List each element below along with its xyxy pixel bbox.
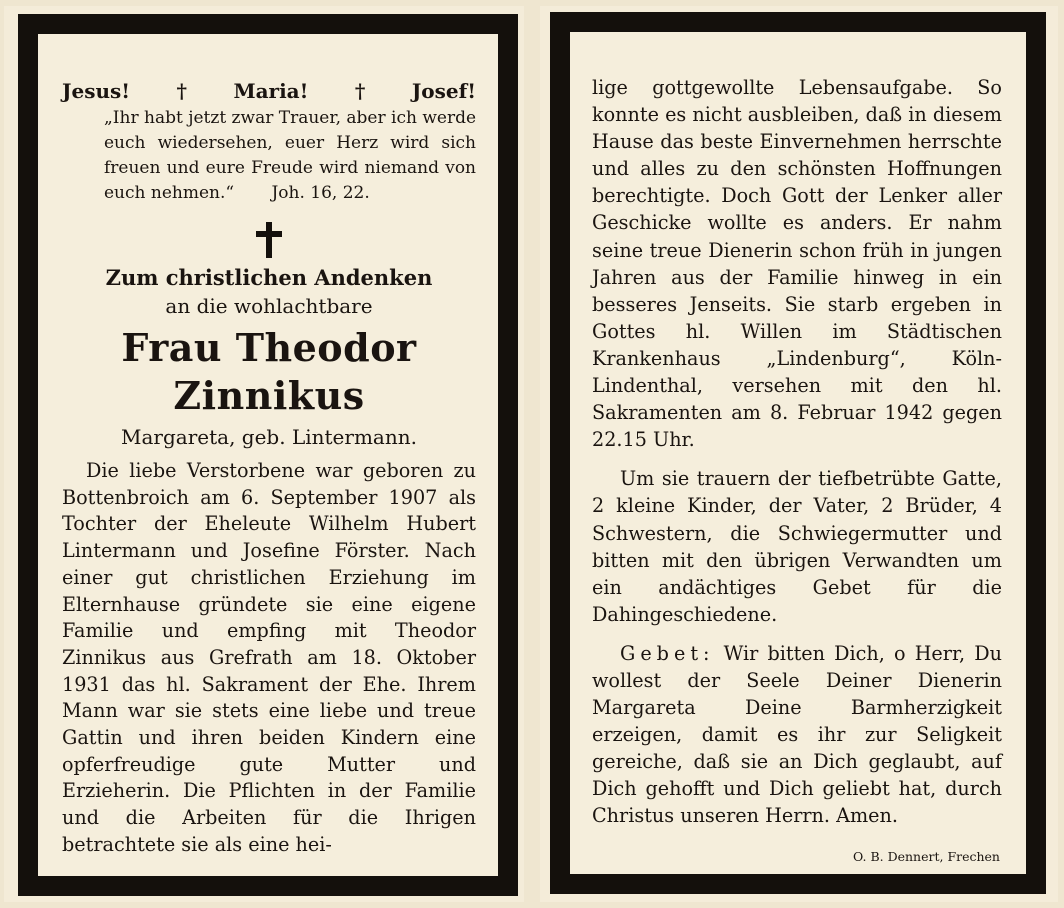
printer-imprint: O. B. Dennert, Frechen — [852, 849, 1000, 864]
quote-text: „Ihr habt jetzt zwar Trauer, aber ich werde euch wiedersehen, euer Herz wird sich freuen und eure Freude wird niemand von euch nehmen.“ — [104, 108, 477, 203]
invocation-maria: Maria! — [233, 79, 309, 103]
invocation-josef: Josef! — [411, 79, 476, 103]
memorial-subheading: an die wohlachtbare — [165, 294, 373, 318]
cross-icon — [256, 222, 282, 258]
biography-continuation: lige gottgewollte Lebensaufgabe. So konnte es nicht ausbleiben, daß in diesem Hause das beste Einvernehmen herrschte und alles zu den schönsten Hoffnungen berechtigte. Doch Gott der Lenker aller Geschicke wollte es anders. Er nahm seine treue Dienerin schon früh in jungen Jahren aus der Familie hinweg in ein besseres Jenseits. Sie starb ergeben in Gottes hl. Willen im Städtischen Krankenhaus „Lindenburg“, Köln-Lindenthal, versehen mit den hl. Sakramenten am 8. Februar 1942 gegen 22.15 Uhr. — [592, 76, 1002, 452]
invocation-cross-1: † — [176, 79, 187, 103]
prayer-text: Wir bitten Dich, o Herr, Du wollest der Seele Deiner Dienerin Margareta Deine Barmherzigkeit erzeigen, damit es ihr zur Seligkeit gereiche, daß sie an Dich geglaubt, auf Dich gehofft und Dich geliebt hat, durch Christus unseren Herrn. Amen. — [592, 641, 1002, 828]
mourning-border-left — [18, 14, 518, 896]
right-card-page — [540, 6, 1058, 902]
invocation-cross-2: † — [354, 79, 366, 103]
maiden-name: Margareta, geb. Lintermann. — [121, 425, 417, 449]
biography-text: Die liebe Verstorbene war geboren zu Bottenbroich am 6. September 1907 als Tochter der Eheleute Wilhelm Hubert Lintermann und Josefine Förster. Nach einer gut christlichen Erziehung im Elternhause gründete sie eine eigene Familie und empfing mit Theodor Zinnikus aus Grefrath am 18. Oktober 1931 das hl. Sakrament der Ehe. Ihrem Mann war sie stets eine liebe und treue Gattin und ihren beiden Kindern eine opferfreudige gute Mutter und Erzieherin. Die Pflichten in der Familie und die Arbeiten für die Ihrigen betrachtete sie als eine hei- — [62, 459, 476, 856]
quote-reference: Joh. 16, 22. — [271, 183, 370, 203]
left-page-content — [38, 34, 498, 876]
memorial-heading: Zum christlichen Andenken — [105, 265, 433, 290]
mourning-border-right — [550, 12, 1046, 894]
right-page-content — [570, 32, 1026, 874]
prayer-label: Gebet: — [620, 641, 715, 665]
bible-quote — [104, 106, 476, 206]
deceased-name: Frau Theodor Zinnikus — [121, 325, 417, 418]
left-card-page — [4, 6, 524, 902]
prayer-paragraph — [592, 640, 1002, 830]
mourners-text: Um sie trauern der tiefbetrübte Gatte, 2 kleine Kinder, der Vater, 2 Brüder, 4 Schwestern, die Schwiegermutter und bitten mit den übrigen Verwandten um ein andächtiges Gebet für die Dahingeschiedene. — [592, 467, 1002, 626]
invocation-jesus: Jesus! — [62, 79, 131, 103]
invocation-line — [62, 78, 476, 104]
